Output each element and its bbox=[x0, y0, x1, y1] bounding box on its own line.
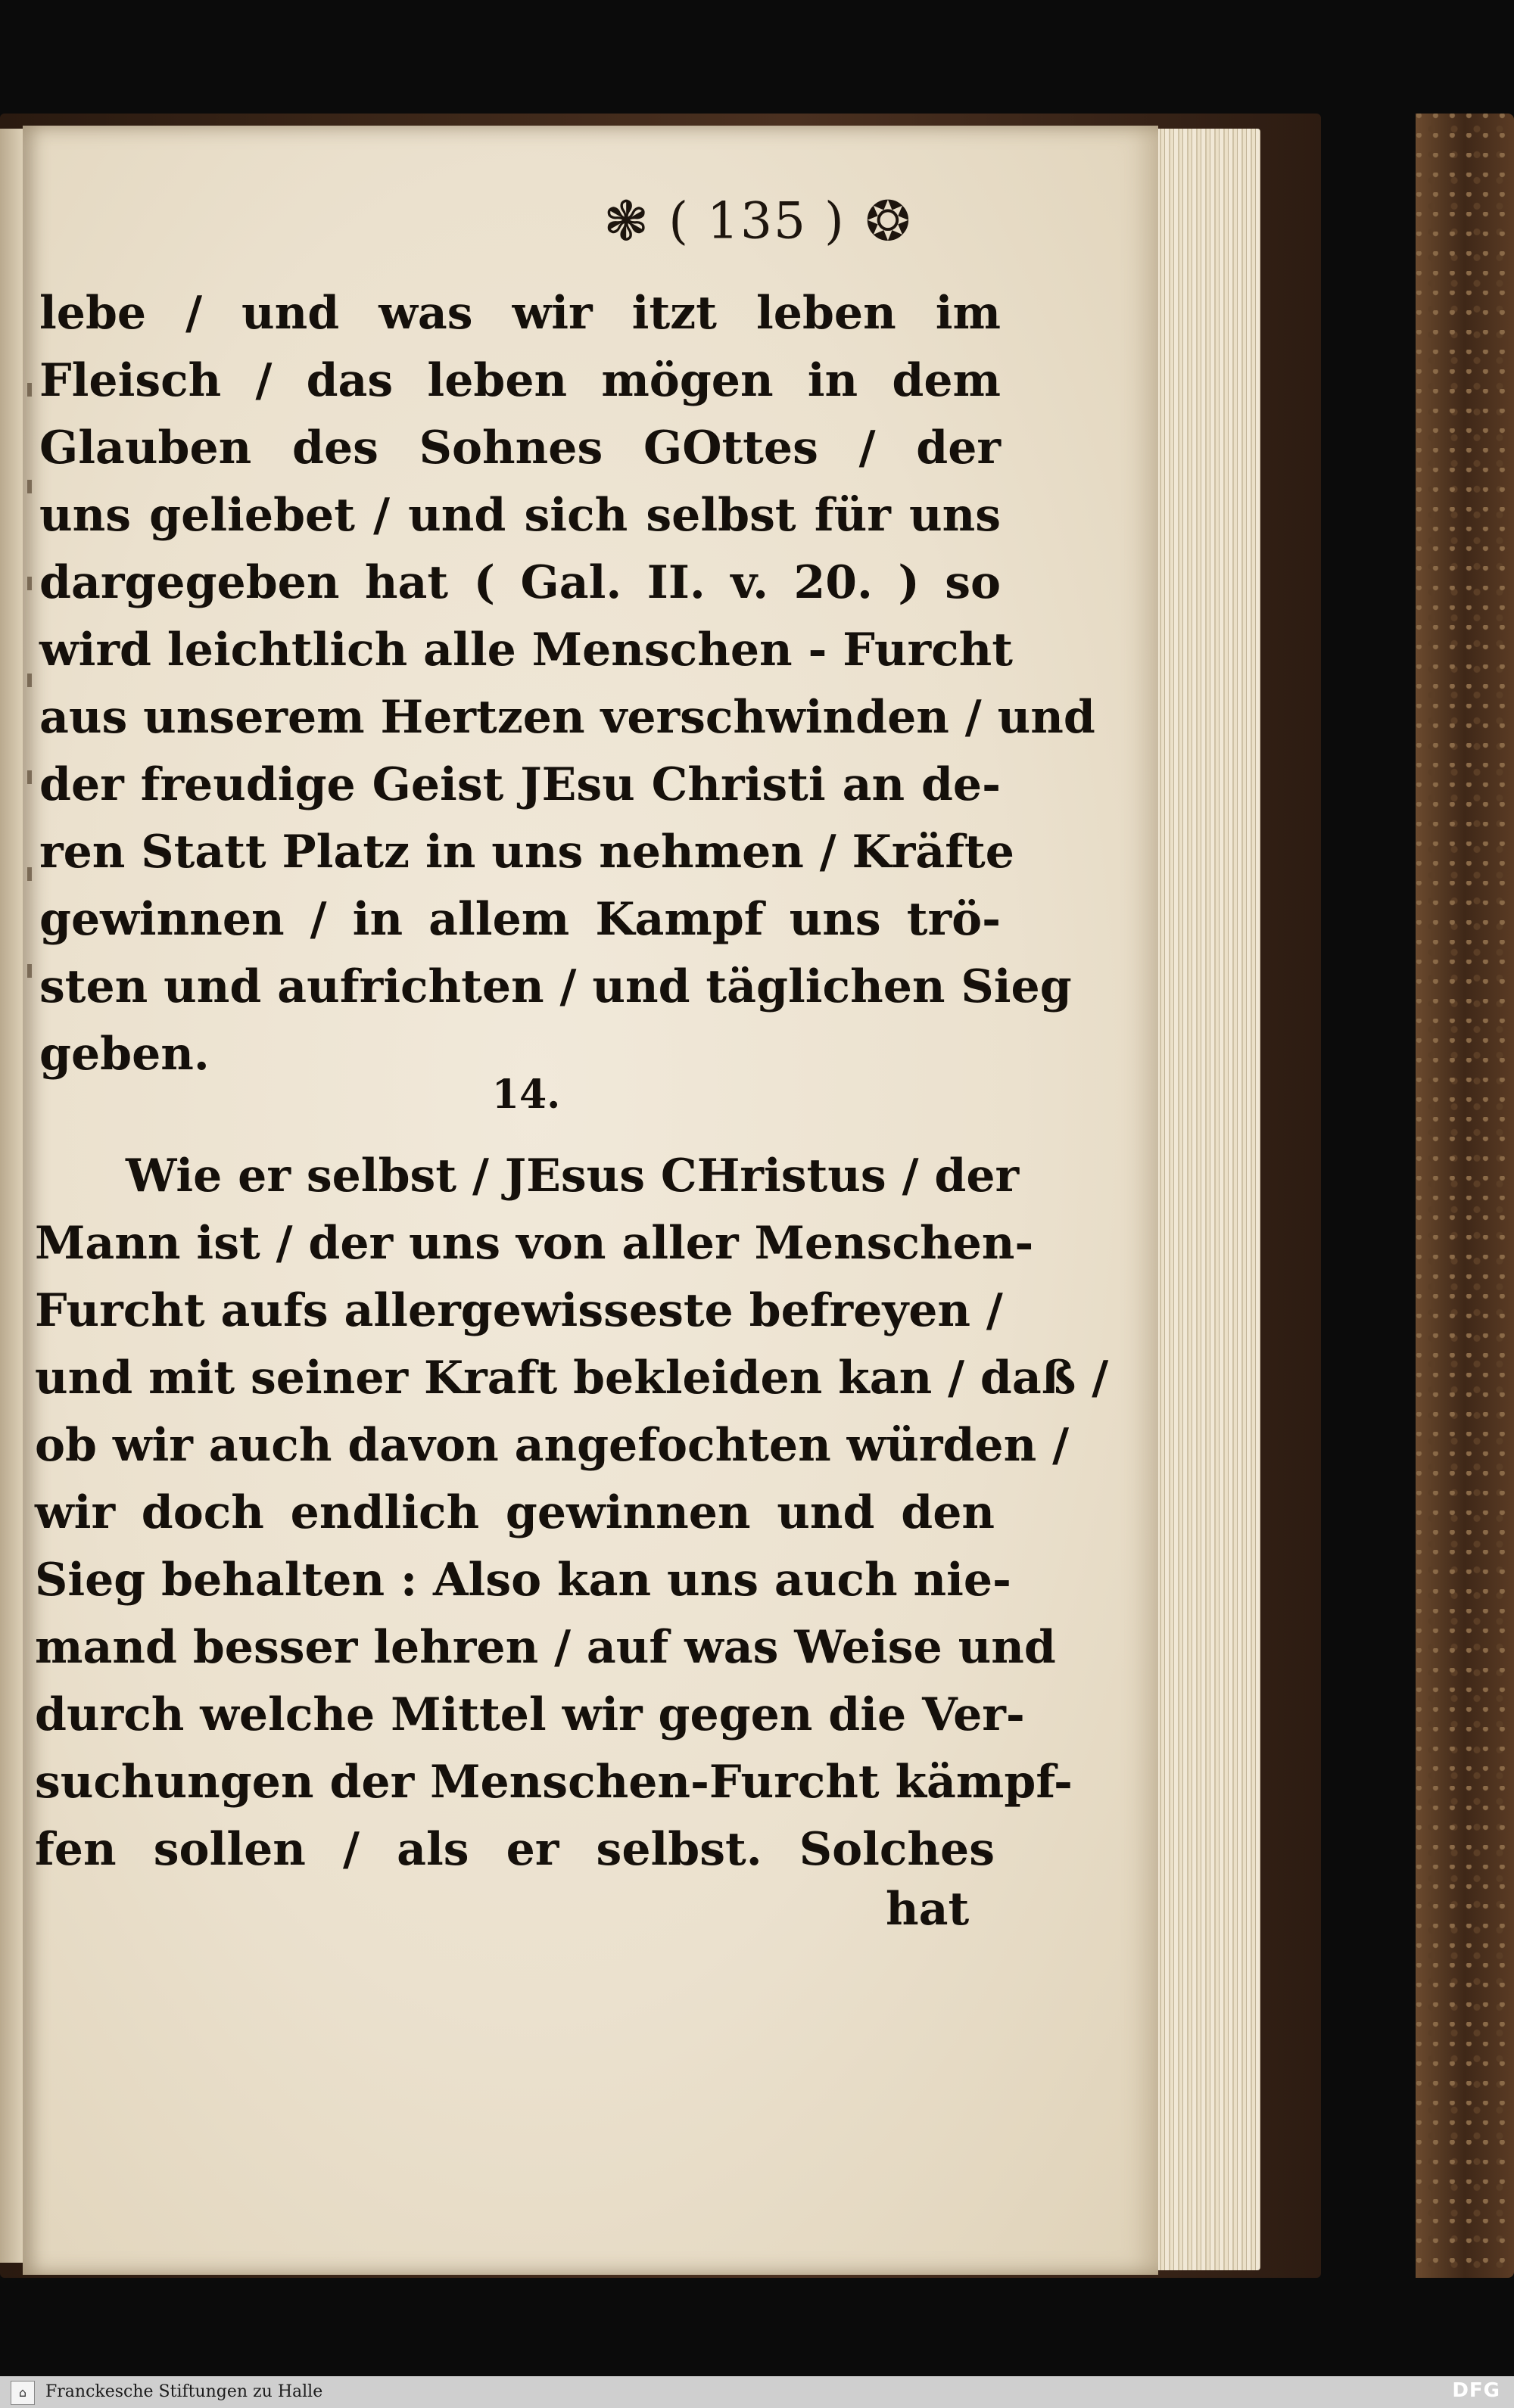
text-line: der freudige Geist JEsu Christi an de- bbox=[39, 758, 1001, 811]
text-line: ren Statt Platz in uns nehmen / Kräfte bbox=[39, 826, 1014, 879]
text-line: und mit seiner Kraft bekleiden kan / daß / bbox=[35, 1352, 1109, 1405]
text-line: Sieg behalten : Also kan uns auch nie- bbox=[35, 1554, 1011, 1607]
cover-edge bbox=[1416, 114, 1514, 2278]
text-line: fen sollen / als er selbst. Solches bbox=[35, 1823, 995, 1876]
institution-logo-icon: ⌂ bbox=[11, 2381, 35, 2405]
text-line: geben. bbox=[39, 1028, 210, 1081]
text-line: gewinnen / in allem Kampf uns trö- bbox=[39, 893, 1001, 946]
page-number: ( 135 ) bbox=[668, 191, 846, 250]
running-head bbox=[0, 189, 1514, 253]
text-line: aus unserem Hertzen verschwinden / und bbox=[39, 691, 1095, 744]
text-line: suchungen der Menschen-Furcht kämpf- bbox=[35, 1756, 1073, 1809]
funder-logo: DFG bbox=[1452, 2379, 1500, 2402]
flower-ornament-icon: ❃ bbox=[603, 189, 650, 253]
paragraph-14 bbox=[35, 1143, 1109, 1884]
text-line: Mann ist / der uns von aller Menschen- bbox=[35, 1217, 1034, 1270]
catchword: hat bbox=[886, 1883, 970, 1936]
text-line: Glauben des Sohnes GOttes / der bbox=[39, 422, 1001, 474]
page-edges bbox=[1147, 129, 1260, 2270]
text-line: mand besser lehren / auf was Weise und bbox=[35, 1621, 1056, 1674]
text-line: wird leichtlich alle Menschen - Furcht bbox=[39, 624, 1013, 677]
text-line: Furcht aufs allergewisseste befreyen / bbox=[35, 1284, 1003, 1337]
text-line: Wie er selbst / JEsus CHristus / der bbox=[126, 1150, 1020, 1202]
text-line: durch welche Mittel wir gegen die Ver- bbox=[35, 1688, 1025, 1741]
rosette-ornament-icon: ❂ bbox=[864, 189, 911, 253]
text-line: lebe / und was wir itzt leben im bbox=[39, 287, 1001, 340]
text-line: wir doch endlich gewinnen und den bbox=[35, 1486, 995, 1539]
text-line: dargegeben hat ( Gal. II. v. 20. ) so bbox=[39, 556, 1001, 609]
footer-source: Franckesche Stiftungen zu Halle bbox=[45, 2382, 323, 2401]
text-line: Fleisch / das leben mögen in dem bbox=[39, 354, 1001, 407]
text-line: sten und aufrichten / und täglichen Sieg bbox=[39, 960, 1072, 1013]
text-line: uns geliebet / und sich selbst für uns bbox=[39, 489, 1001, 542]
paragraph-continued bbox=[39, 280, 1095, 1088]
section-number: 14. bbox=[491, 1072, 561, 1118]
text-line: ob wir auch davon angefochten würden / bbox=[35, 1419, 1070, 1472]
